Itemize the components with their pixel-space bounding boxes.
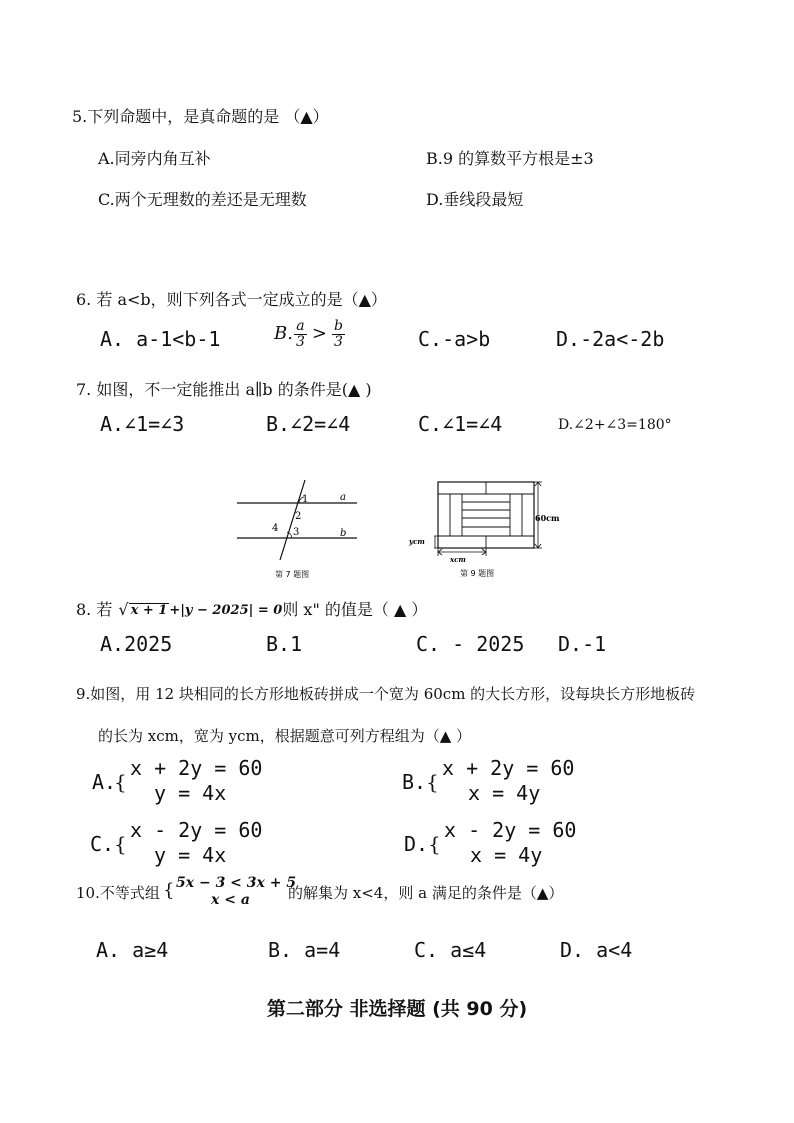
q10-option-a[interactable]: A. a≥4 — [96, 938, 169, 962]
q10-option-d[interactable]: D. a<4 — [560, 938, 633, 962]
q6-b-fraction-1 — [294, 319, 307, 349]
q9-a-eq1: x + 2y = 60 — [130, 756, 263, 780]
q8-option-b[interactable]: B.1 — [266, 632, 303, 656]
q7-option-c[interactable]: C.∠1=∠4 — [418, 412, 503, 436]
q10-stem-suffix: 的解集为 x<4，则 a 满足的条件是（▲） — [288, 884, 564, 902]
q6-option-a[interactable]: A. a-1<b-1 — [100, 327, 221, 351]
q9-d-eq2: x = 4y — [470, 843, 543, 867]
q6-b-operator: > — [311, 323, 327, 345]
q9-c-eq2: y = 4x — [154, 843, 227, 867]
fig7-caption: 第 7 题图 — [275, 570, 310, 579]
q9-stem-line-1: 9.如图，用 12 块相同的长方形地板砖拼成一个宽为 60cm 的大长方形，设每块长方形地板砖 — [76, 685, 696, 703]
q6-option-c[interactable]: C.-a>b — [418, 327, 491, 351]
q10-inequality-1: 5x − 3 < 3x + 5 — [176, 875, 297, 891]
q8-option-d[interactable]: D.-1 — [558, 632, 607, 656]
brace-icon: { — [428, 832, 441, 856]
q8-stem — [76, 602, 427, 618]
q9-b-eq2: x = 4y — [468, 781, 541, 805]
q9-b-eq1: x + 2y = 60 — [442, 756, 575, 780]
q8-stem-suffix: 则 x" 的值是（ ▲ ） — [282, 600, 428, 619]
fig7-label-2: 2 — [295, 511, 302, 522]
q6-b-num1: a — [296, 318, 305, 334]
figure-7-parallel-lines — [232, 474, 362, 580]
q6-b-den2: 3 — [333, 333, 343, 350]
fig7-label-3: 3 — [293, 527, 300, 538]
q7-option-a[interactable]: A.∠1=∠3 — [100, 412, 185, 436]
q8-option-c[interactable]: C. - 2025 — [416, 632, 525, 656]
fig7-line-a: a — [340, 492, 346, 503]
q8-stem-prefix: 8. 若 — [76, 600, 113, 619]
figure-9-floor-tiles — [408, 476, 568, 582]
q10-inequality-2: x < a — [211, 892, 250, 908]
q9-a-label: A. — [92, 770, 117, 794]
brace-icon: { — [114, 832, 127, 856]
fig7-line-b: b — [340, 528, 347, 539]
q8-option-a[interactable]: A.2025 — [100, 632, 173, 656]
q9-c-label: C. — [90, 832, 115, 856]
fig9-caption: 第 9 题图 — [460, 569, 495, 578]
brace-icon: { — [426, 770, 439, 794]
q6-option-b[interactable] — [274, 319, 346, 349]
q6-option-d[interactable]: D.-2a<-2b — [556, 327, 665, 351]
q7-stem: 7. 如图，不一定能推出 a∥b 的条件是(▲ ) — [76, 380, 372, 399]
q7-option-d[interactable]: D.∠2+∠3=180° — [558, 417, 672, 433]
fig9-x-label: xcm — [450, 555, 466, 564]
q8-sqrt-content: x + 1 — [130, 603, 168, 618]
brace-icon: { — [114, 770, 127, 794]
q9-a-eq2: y = 4x — [154, 781, 227, 805]
q8-abs-part: +|y − 2025| = 0 — [169, 602, 283, 618]
fig7-label-1: 1 — [302, 494, 309, 505]
q9-d-label: D. — [404, 832, 429, 856]
q5-stem: 5.下列命题中，是真命题的是 （▲） — [72, 107, 329, 126]
q10-option-c[interactable]: C. a≤4 — [414, 938, 487, 962]
fig7-label-4: 4 — [272, 523, 279, 534]
q6-b-fraction-2 — [332, 319, 345, 349]
fig9-y-label: ycm — [409, 537, 425, 546]
q9-d-eq1: x - 2y = 60 — [444, 818, 577, 842]
q9-b-label: B. — [402, 770, 427, 794]
q9-stem-line-2: 的长为 xcm，宽为 ycm，根据题意可列方程组为（▲ ） — [98, 727, 472, 745]
q5-option-c[interactable]: C.两个无理数的差还是无理数 — [98, 190, 307, 209]
q6-b-prefix: B. — [274, 323, 293, 345]
fig9-height-label: 60cm — [535, 513, 560, 523]
brace-icon: { — [163, 880, 175, 901]
q9-c-eq1: x - 2y = 60 — [130, 818, 263, 842]
sqrt-icon: √ — [118, 600, 129, 619]
q5-option-a[interactable]: A.同旁内角互补 — [98, 149, 211, 168]
section-title: 第二部分 非选择题 (共 90 分) — [266, 998, 528, 1020]
q6-b-num2: b — [333, 318, 343, 334]
q10-option-b[interactable]: B. a=4 — [268, 938, 341, 962]
q5-option-b[interactable]: B.9 的算数平方根是±3 — [426, 149, 594, 168]
q7-option-b[interactable]: B.∠2=∠4 — [266, 412, 351, 436]
q6-stem: 6. 若 a<b，则下列各式一定成立的是（▲） — [76, 290, 387, 309]
q5-option-d[interactable]: D.垂线段最短 — [426, 190, 524, 209]
q10-stem-prefix: 10.不等式组 — [76, 884, 160, 902]
q6-b-den1: 3 — [295, 333, 305, 350]
